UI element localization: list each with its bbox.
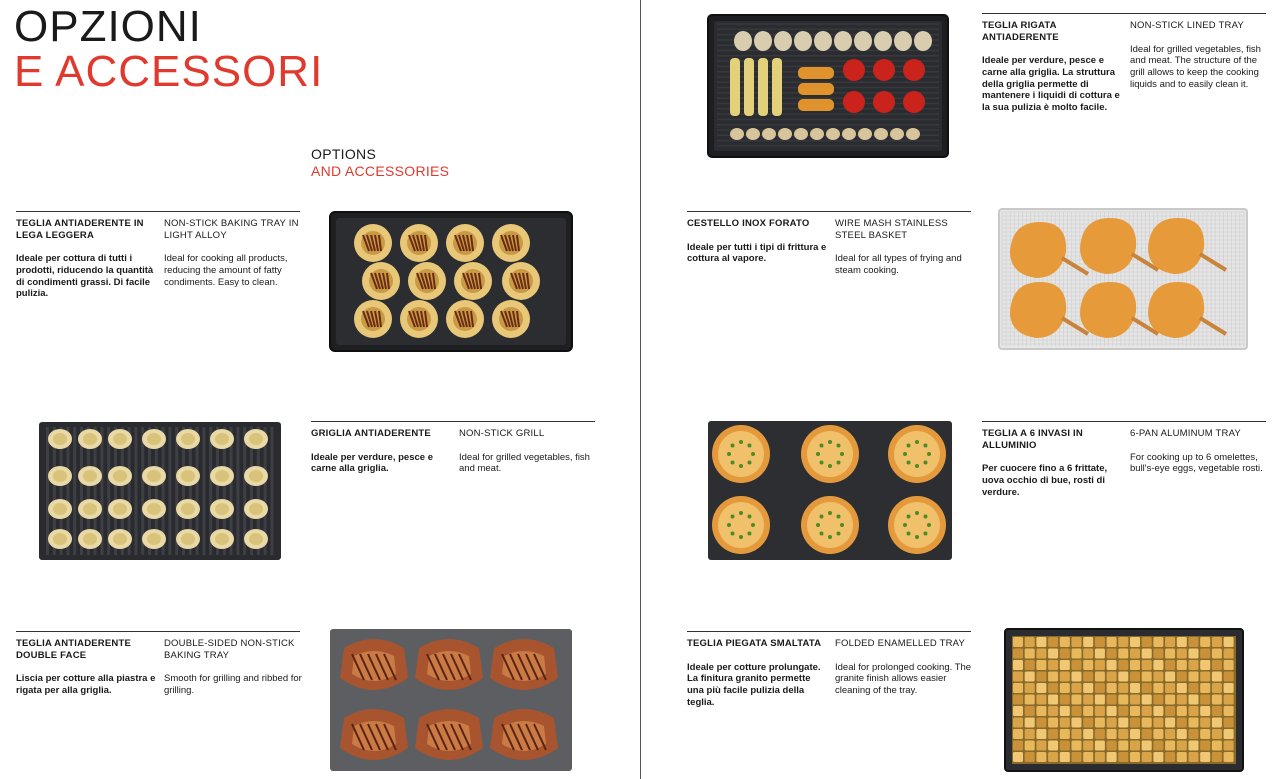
italian-title: TEGLIA ANTIADERENTE IN LEGA LEGGERA <box>16 218 144 241</box>
accessory-section-enamelled-tray <box>687 631 972 708</box>
italian-title: TEGLIA PIEGATA SMALTATA <box>687 638 822 649</box>
title-line-2: E ACCESSORI <box>14 47 324 96</box>
english-description: For cooking up to 6 omelettes, bull's-eye eggs, vegetable rosti. <box>1130 451 1263 475</box>
six-pan-tray-photo <box>707 420 953 561</box>
tomato <box>903 91 925 113</box>
subtitle-line-2: AND ACCESSORIES <box>311 163 450 179</box>
italian-column <box>16 638 156 697</box>
vegetable-slice <box>914 31 932 51</box>
zucchini-strip <box>772 58 782 116</box>
english-description: Ideal for all types of frying and steam cooking. <box>835 253 962 276</box>
english-title: DOUBLE-SIDED NON-STICK BAKING TRAY <box>164 638 295 661</box>
italian-title: GRIGLIA ANTIADERENTE <box>311 428 431 439</box>
italian-title: CESTELLO INOX FORATO <box>687 218 810 229</box>
lined-tray-photo <box>707 14 949 158</box>
tomato <box>903 59 925 81</box>
vegetable-slice <box>854 31 872 51</box>
vegetable-slice <box>794 31 812 51</box>
page-subtitle <box>311 146 449 180</box>
accessory-section-basket <box>687 211 971 276</box>
basket-photo <box>998 208 1248 350</box>
english-description: Ideal for cooking all products, reducing the amount of fatty condiments. Easy to clean. <box>164 253 288 288</box>
zucchini-strip <box>758 58 768 116</box>
accessory-section-double-face <box>16 631 302 696</box>
zucchini-strip <box>744 58 754 116</box>
italian-description: Liscia per cotture alla piastra e rigata per alla griglia. <box>16 673 156 696</box>
tomato <box>873 91 895 113</box>
vegetable-slice <box>894 31 912 51</box>
italian-column <box>687 218 827 265</box>
tomato <box>873 59 895 81</box>
vegetable-slice <box>814 31 832 51</box>
english-description: Ideal for grilled vegetables, fish and meat. <box>459 451 590 475</box>
vegetable-slice <box>874 31 892 51</box>
page-title <box>14 4 323 94</box>
english-column <box>1130 428 1270 475</box>
english-column <box>164 218 304 288</box>
baking-tray-photo <box>329 211 573 352</box>
zucchini-strip <box>730 58 740 116</box>
italian-description: Ideale per tutti i tipi di frittura e cottura al vapore. <box>687 241 827 265</box>
italian-description: Per cuocere fino a 6 frittate, uova occhio di bue, rosti di verdure. <box>982 463 1108 498</box>
double-face-tray-photo <box>329 628 573 772</box>
accessory-section-baking-tray <box>16 211 300 300</box>
vegetable-slice <box>734 31 752 51</box>
italian-title: TEGLIA A 6 INVASI IN ALLUMINIO <box>982 428 1083 451</box>
grill-photo <box>38 421 282 561</box>
italian-title: TEGLIA RIGATA ANTIADERENTE <box>982 20 1059 43</box>
english-column <box>835 638 975 697</box>
english-description: Ideal for grilled vegetables, fish and meat. The structure of the grill allows to keep the cooking liquids and to easily clean it. <box>1130 43 1261 90</box>
italian-column <box>982 428 1122 498</box>
english-title: NON-STICK LINED TRAY <box>1130 20 1244 31</box>
vegetable-slice <box>774 31 792 51</box>
english-column <box>1130 20 1270 91</box>
italian-description: Ideale per verdure, pesce e carne alla griglia. <box>311 451 433 475</box>
accessory-section-lined-tray <box>982 13 1266 114</box>
english-column <box>164 638 304 697</box>
english-title: NON-STICK BAKING TRAY IN LIGHT ALLOY <box>164 218 299 241</box>
english-description: Ideal for prolonged cooking. The granite finish allows easier cleaning of the tray. <box>835 661 972 697</box>
english-description: Smooth for grilling and ribbed for grilling. <box>164 673 302 696</box>
english-title: FOLDED ENAMELLED TRAY <box>835 638 966 649</box>
italian-column <box>311 428 451 475</box>
english-title: WIRE MASH STAINLESS STEEL BASKET <box>835 218 948 241</box>
english-title: NON-STICK GRILL <box>459 428 545 439</box>
enamelled-tray-photo <box>1004 628 1244 772</box>
italian-title: TEGLIA ANTIADERENTE DOUBLE FACE <box>16 638 131 661</box>
italian-column <box>16 218 156 300</box>
title-line-1: OPZIONI <box>14 2 202 51</box>
italian-description: Ideale per cottura di tutti i prodotti, riducendo la quantità di condimenti grassi. Di facile pulizia. <box>16 253 154 300</box>
accessory-section-6-pan <box>982 421 1266 498</box>
italian-description: Ideale per verdure, pesce e carne alla griglia. La struttura della griglia permette di mantenere i liquidi di cottura e la sua pulizia è molto facile. <box>982 55 1120 114</box>
subtitle-line-1: OPTIONS <box>311 146 377 162</box>
vegetable-slice <box>754 31 772 51</box>
accessory-section-grill <box>311 421 595 475</box>
tomato <box>843 91 865 113</box>
english-column <box>835 218 975 277</box>
page-divider <box>640 0 641 779</box>
tomato <box>843 59 865 81</box>
english-title: 6-PAN ALUMINUM TRAY <box>1130 428 1241 439</box>
english-column <box>459 428 599 475</box>
italian-description: Ideale per cotture prolungate. La finitura granito permette una più facile pulizia della teglia. <box>687 661 821 708</box>
vegetable-slice <box>834 31 852 51</box>
italian-column <box>982 20 1122 114</box>
italian-column <box>687 638 827 709</box>
